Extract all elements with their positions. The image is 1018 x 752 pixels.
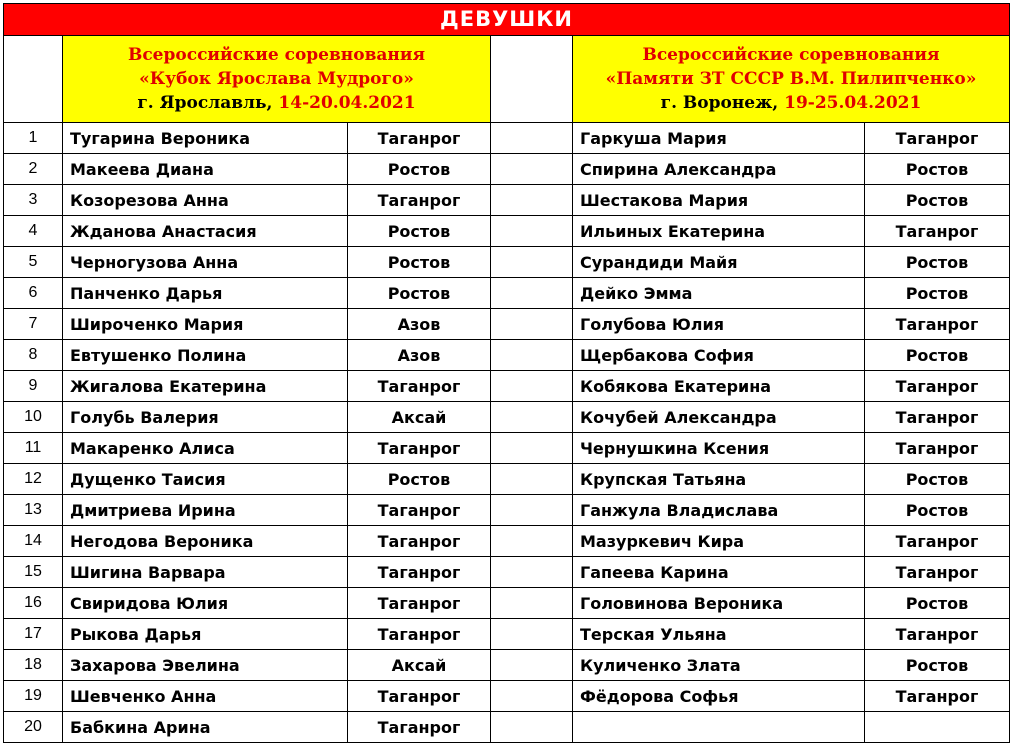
row-number: 19 — [4, 681, 63, 712]
right-participant-city: Таганрог — [865, 433, 1010, 464]
row-spacer — [491, 464, 573, 495]
left-participant-name: Козорезова Анна — [63, 185, 348, 216]
table-row — [4, 371, 1010, 402]
right-participant-name: Терская Ульяна — [573, 619, 865, 650]
row-spacer — [491, 185, 573, 216]
left-participant-city: Азов — [348, 309, 491, 340]
left-participant-name: Жигалова Екатерина — [63, 371, 348, 402]
right-participant-name: Ганжула Владислава — [573, 495, 865, 526]
row-spacer — [491, 216, 573, 247]
right-participant-city: Ростов — [865, 154, 1010, 185]
competition-left-dates: 14-20.04.2021 — [278, 93, 416, 113]
competition-left-city: г. Ярославль, — [137, 93, 273, 113]
table-row — [4, 309, 1010, 340]
table-row — [4, 712, 1010, 743]
right-participant-city: Ростов — [865, 185, 1010, 216]
table-row — [4, 433, 1010, 464]
table-row — [4, 278, 1010, 309]
table-row — [4, 588, 1010, 619]
right-participant-city — [865, 712, 1010, 743]
table-row — [4, 681, 1010, 712]
left-participant-name: Широченко Мария — [63, 309, 348, 340]
left-participant-city: Таганрог — [348, 588, 491, 619]
left-participant-name: Свиридова Юлия — [63, 588, 348, 619]
row-number: 17 — [4, 619, 63, 650]
left-participant-city: Таганрог — [348, 681, 491, 712]
left-participant-city: Таганрог — [348, 526, 491, 557]
right-participant-name: Головинова Вероника — [573, 588, 865, 619]
right-participant-city: Ростов — [865, 650, 1010, 681]
row-number: 16 — [4, 588, 63, 619]
table-row — [4, 247, 1010, 278]
row-number: 18 — [4, 650, 63, 681]
right-participant-city: Таганрог — [865, 371, 1010, 402]
header-blank-left — [4, 36, 63, 123]
left-participant-name: Жданова Анастасия — [63, 216, 348, 247]
competition-left-header — [63, 36, 491, 123]
table-row — [4, 557, 1010, 588]
left-participant-city: Ростов — [348, 278, 491, 309]
right-participant-city: Таганрог — [865, 309, 1010, 340]
table-row — [4, 495, 1010, 526]
left-participant-name: Макаренко Алиса — [63, 433, 348, 464]
right-participant-city: Таганрог — [865, 123, 1010, 154]
right-participant-city: Ростов — [865, 464, 1010, 495]
left-participant-city: Таганрог — [348, 123, 491, 154]
left-participant-city: Ростов — [348, 464, 491, 495]
right-participant-name: Крупская Татьяна — [573, 464, 865, 495]
left-participant-name: Тугарина Вероника — [63, 123, 348, 154]
competition-right-header — [573, 36, 1010, 123]
row-spacer — [491, 619, 573, 650]
row-number: 8 — [4, 340, 63, 371]
right-participant-city: Ростов — [865, 495, 1010, 526]
row-spacer — [491, 154, 573, 185]
left-participant-name: Голубь Валерия — [63, 402, 348, 433]
row-number: 1 — [4, 123, 63, 154]
left-participant-name: Дмитриева Ирина — [63, 495, 348, 526]
row-spacer — [491, 278, 573, 309]
left-participant-name: Макеева Диана — [63, 154, 348, 185]
right-participant-city: Ростов — [865, 247, 1010, 278]
left-participant-city: Аксай — [348, 402, 491, 433]
competition-right-city: г. Воронеж, — [660, 93, 779, 113]
row-number: 15 — [4, 557, 63, 588]
left-participant-city: Таганрог — [348, 185, 491, 216]
sheet-title: ДЕВУШКИ — [4, 4, 1010, 36]
right-participant-name: Дейко Эмма — [573, 278, 865, 309]
row-spacer — [491, 712, 573, 743]
table-row — [4, 464, 1010, 495]
row-number: 2 — [4, 154, 63, 185]
right-participant-city: Таганрог — [865, 216, 1010, 247]
left-participant-name: Дущенко Таисия — [63, 464, 348, 495]
row-number: 20 — [4, 712, 63, 743]
right-participant-city: Таганрог — [865, 681, 1010, 712]
row-spacer — [491, 526, 573, 557]
row-spacer — [491, 309, 573, 340]
table-row — [4, 650, 1010, 681]
row-number: 11 — [4, 433, 63, 464]
table-row — [4, 619, 1010, 650]
right-participant-name: Ильиных Екатерина — [573, 216, 865, 247]
right-participant-name — [573, 712, 865, 743]
row-spacer — [491, 123, 573, 154]
left-participant-city: Таганрог — [348, 495, 491, 526]
left-participant-name: Негодова Вероника — [63, 526, 348, 557]
right-participant-name: Куличенко Злата — [573, 650, 865, 681]
left-participant-name: Шевченко Анна — [63, 681, 348, 712]
roster-table — [3, 3, 1010, 743]
left-participant-city: Азов — [348, 340, 491, 371]
table-row — [4, 123, 1010, 154]
left-participant-name: Панченко Дарья — [63, 278, 348, 309]
right-participant-name: Щербакова София — [573, 340, 865, 371]
right-participant-name: Кочубей Александра — [573, 402, 865, 433]
row-number: 10 — [4, 402, 63, 433]
right-participant-name: Гаркуша Мария — [573, 123, 865, 154]
left-participant-city: Ростов — [348, 216, 491, 247]
row-number: 12 — [4, 464, 63, 495]
row-number: 9 — [4, 371, 63, 402]
right-participant-name: Шестакова Мария — [573, 185, 865, 216]
row-spacer — [491, 371, 573, 402]
left-participant-city: Ростов — [348, 154, 491, 185]
row-spacer — [491, 433, 573, 464]
right-participant-city: Таганрог — [865, 402, 1010, 433]
table-row — [4, 526, 1010, 557]
right-participant-name: Голубова Юлия — [573, 309, 865, 340]
row-spacer — [491, 495, 573, 526]
left-participant-city: Таганрог — [348, 371, 491, 402]
row-spacer — [491, 588, 573, 619]
row-number: 14 — [4, 526, 63, 557]
competition-right-line1: Всероссийские соревнования — [642, 45, 940, 65]
header-blank-middle — [491, 36, 573, 123]
left-participant-name: Рыкова Дарья — [63, 619, 348, 650]
left-participant-name: Захарова Эвелина — [63, 650, 348, 681]
row-spacer — [491, 340, 573, 371]
left-participant-city: Ростов — [348, 247, 491, 278]
right-participant-city: Таганрог — [865, 557, 1010, 588]
table-row — [4, 402, 1010, 433]
right-participant-name: Чернушкина Ксения — [573, 433, 865, 464]
row-number: 7 — [4, 309, 63, 340]
competition-left-line2: «Кубок Ярослава Мудрого» — [139, 69, 414, 89]
table-row — [4, 216, 1010, 247]
right-participant-city: Таганрог — [865, 619, 1010, 650]
row-spacer — [491, 557, 573, 588]
competition-right-line2: «Памяти ЗТ СССР В.М. Пилипченко» — [605, 69, 977, 89]
left-participant-name: Бабкина Арина — [63, 712, 348, 743]
left-participant-city: Таганрог — [348, 712, 491, 743]
right-participant-city: Таганрог — [865, 526, 1010, 557]
row-spacer — [491, 402, 573, 433]
competition-right-dates: 19-25.04.2021 — [784, 93, 922, 113]
left-participant-city: Аксай — [348, 650, 491, 681]
right-participant-name: Гапеева Карина — [573, 557, 865, 588]
row-number: 5 — [4, 247, 63, 278]
table-row — [4, 154, 1010, 185]
table-row — [4, 185, 1010, 216]
left-participant-name: Шигина Варвара — [63, 557, 348, 588]
right-participant-name: Кобякова Екатерина — [573, 371, 865, 402]
row-number: 3 — [4, 185, 63, 216]
row-spacer — [491, 650, 573, 681]
right-participant-city: Ростов — [865, 278, 1010, 309]
right-participant-name: Спирина Александра — [573, 154, 865, 185]
left-participant-city: Таганрог — [348, 557, 491, 588]
right-participant-name: Фёдорова Софья — [573, 681, 865, 712]
left-participant-city: Таганрог — [348, 433, 491, 464]
row-number: 4 — [4, 216, 63, 247]
row-spacer — [491, 681, 573, 712]
table-row — [4, 340, 1010, 371]
row-number: 6 — [4, 278, 63, 309]
left-participant-name: Евтушенко Полина — [63, 340, 348, 371]
left-participant-city: Таганрог — [348, 619, 491, 650]
row-spacer — [491, 247, 573, 278]
right-participant-name: Мазуркевич Кира — [573, 526, 865, 557]
competition-left-line1: Всероссийские соревнования — [127, 45, 426, 65]
row-number: 13 — [4, 495, 63, 526]
right-participant-name: Сурандиди Майя — [573, 247, 865, 278]
left-participant-name: Черногузова Анна — [63, 247, 348, 278]
right-participant-city: Ростов — [865, 340, 1010, 371]
right-participant-city: Ростов — [865, 588, 1010, 619]
